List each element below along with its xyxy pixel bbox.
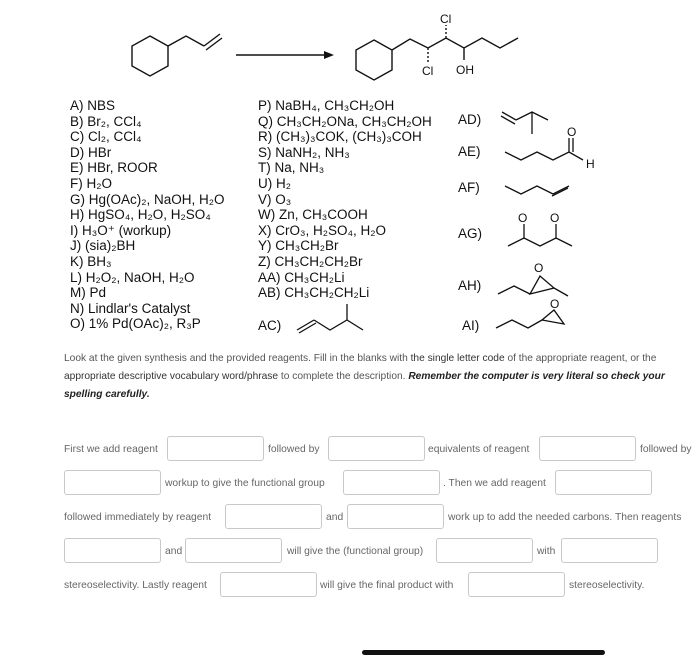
reagent-j: J) (sia)₂BH: [70, 238, 136, 254]
instructions-italic: Remember the computer is very literal so check your spelling carefully.: [64, 371, 665, 400]
ai-o-label: O: [550, 297, 560, 311]
fill-text-13: stereoselectivity. Lastly reagent: [64, 580, 207, 591]
reagent-a: A) NBS: [70, 98, 116, 113]
starting-material-structure: [132, 34, 222, 76]
fill-text-6: . Then we add reagent: [443, 478, 546, 489]
blank-8[interactable]: [347, 504, 444, 529]
structure-ae: [503, 124, 603, 174]
blank-2[interactable]: [328, 436, 425, 461]
reaction-arrow: [236, 51, 334, 59]
blank-3[interactable]: [539, 436, 636, 461]
structure-label-af: AF): [458, 180, 480, 195]
reagent-o: O) 1% Pd(OAc)₂, R₃P: [70, 316, 201, 332]
reagent-p: P) NaBH₄, CH₃CH₂OH: [258, 98, 395, 113]
reagent-b: B) Br₂, CCl₄: [70, 113, 142, 129]
blank-5[interactable]: [343, 470, 440, 495]
reagent-h: H) HgSO₄, H₂O, H₂SO₄: [70, 207, 211, 223]
structure-label-ad: AD): [458, 112, 482, 127]
reagent-e: E) HBr, ROOR: [70, 160, 158, 176]
reagent-l: L) H₂O₂, NaOH, H₂O: [70, 269, 195, 285]
instructions-bold2: appropriate descriptive vocabulary word/phrase: [64, 371, 279, 382]
fill-text-15: stereoselectivity.: [569, 580, 645, 591]
product-structure: [356, 25, 518, 80]
reagent-m: M) Pd: [70, 285, 107, 301]
reagent-t: T) Na, NH₃: [258, 160, 325, 176]
reagent-v: V) O₃: [258, 191, 292, 207]
blank-11[interactable]: [436, 538, 533, 563]
structure-label-ag: AG): [458, 226, 483, 241]
reagent-u: U) H₂: [258, 176, 291, 191]
blank-12[interactable]: [561, 538, 658, 563]
blank-7[interactable]: [225, 504, 322, 529]
instructions-part1: Look at the given synthesis and the provided reagents. Fill in the blanks with: [64, 353, 411, 364]
fill-text-10: and: [165, 546, 183, 557]
instructions-bold1: the single letter code: [410, 353, 505, 364]
instructions-part2: of the appropriate reagent, or the: [504, 353, 657, 364]
synthesis-scheme: [0, 0, 700, 90]
structure-label-ae: AE): [458, 144, 481, 159]
blank-13[interactable]: [220, 572, 317, 597]
home-indicator: [362, 650, 605, 655]
structure-ag: [506, 206, 586, 256]
instructions: [64, 350, 694, 404]
cl-bottom-label: Cl: [422, 64, 434, 78]
fill-text-7: followed immediately by reagent: [64, 512, 212, 523]
blank-10[interactable]: [185, 538, 282, 563]
reagent-y: Y) CH₃CH₂Br: [258, 238, 339, 254]
fill-text-9: work up to add the needed carbons. Then reagents: [448, 512, 682, 523]
fill-text-8: and: [326, 512, 344, 523]
blank-9[interactable]: [64, 538, 161, 563]
ae-h-label: H: [586, 157, 595, 171]
reagent-c: C) Cl₂, CCl₄: [70, 129, 142, 145]
reagent-i: I) H₃O⁺ (workup): [70, 222, 172, 238]
blank-14[interactable]: [468, 572, 565, 597]
structure-label-ah: AH): [458, 278, 482, 293]
reagent-s: S) NaNH₂, NH₃: [258, 144, 350, 160]
reagent-g: G) Hg(OAc)₂, NaOH, H₂O: [70, 191, 225, 207]
ah-o-label: O: [534, 261, 544, 275]
reagent-r: R) (CH₃)₃COK, (CH₃)₃COH: [258, 129, 422, 145]
fill-text-4: followed by: [640, 444, 692, 455]
fill-text-14: will give the final product with: [320, 580, 454, 591]
instructions-part3: to complete the description.: [278, 371, 409, 382]
blank-4[interactable]: [64, 470, 161, 495]
reagent-q: Q) CH₃CH₂ONa, CH₃CH₂OH: [258, 113, 432, 129]
ag-o2-label: O: [550, 211, 560, 225]
structure-ah: [496, 262, 576, 302]
structure-ai: [494, 297, 574, 340]
ae-o-label: O: [567, 125, 577, 139]
fill-text-5: workup to give the functional group: [165, 478, 325, 489]
blank-6[interactable]: [555, 470, 652, 495]
reagent-k: K) BH₃: [70, 254, 112, 269]
reagent-aa: AA) CH₃CH₂Li: [258, 269, 345, 285]
fill-text-11: will give the (functional group): [287, 546, 424, 557]
reagent-ab: AB) CH₃CH₂CH₂Li: [258, 285, 370, 301]
ag-o1-label: O: [518, 211, 528, 225]
oh-label: OH: [456, 63, 474, 77]
fill-text-12: with: [537, 546, 556, 557]
reagent-f: F) H₂O: [70, 176, 112, 191]
fill-text-2: followed by: [268, 444, 320, 455]
fill-text-1: First we add reagent: [64, 444, 158, 455]
structure-label-ac: AC): [258, 318, 282, 333]
blank-1[interactable]: [167, 436, 264, 461]
cl-top-label: Cl: [440, 12, 452, 26]
structure-af: [503, 176, 583, 206]
structure-ac: [293, 300, 363, 340]
reagent-z: Z) CH₃CH₂CH₂Br: [258, 254, 363, 269]
structure-label-ai: AI): [462, 318, 480, 333]
reagent-w: W) Zn, CH₃COOH: [258, 207, 368, 223]
reagent-x: X) CrO₃, H₂SO₄, H₂O: [258, 222, 386, 238]
fill-text-3: equivalents of reagent: [428, 444, 530, 455]
reagent-n: N) Lindlar's Catalyst: [70, 300, 191, 316]
reagent-d: D) HBr: [70, 144, 112, 160]
